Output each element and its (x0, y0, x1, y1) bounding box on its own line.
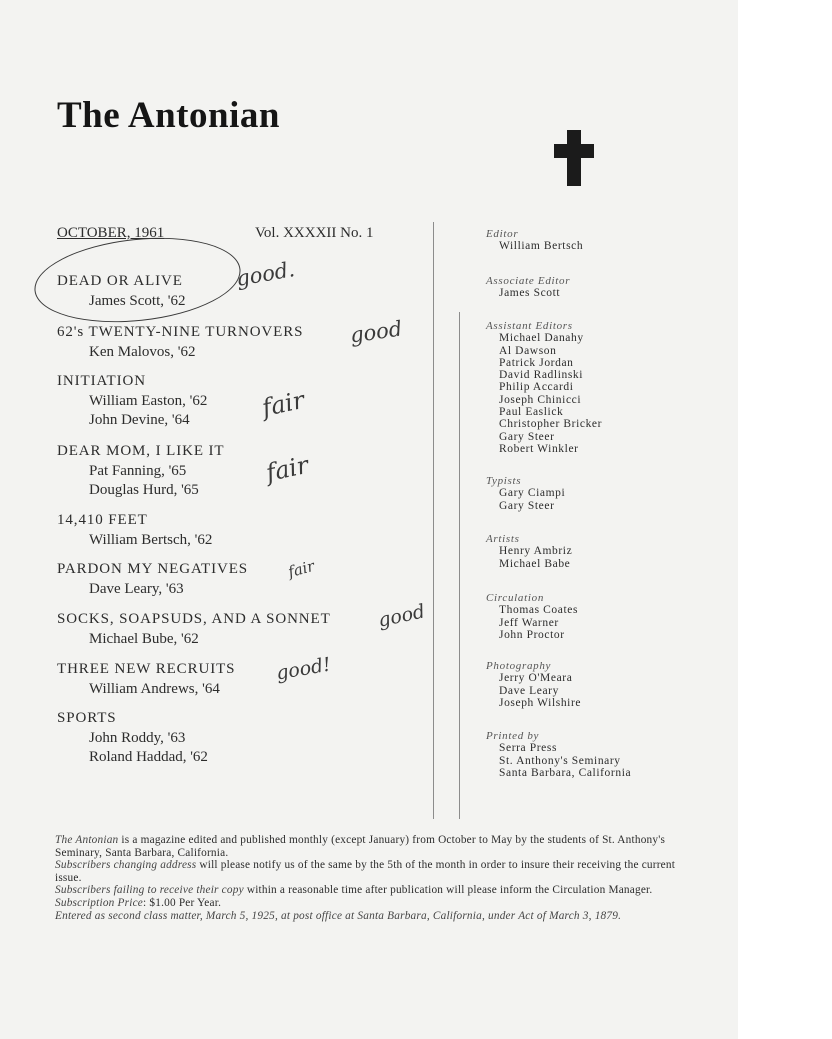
staff-name: Henry Ambriz (499, 545, 573, 558)
staff-name: Philip Accardi (499, 381, 574, 394)
publication-info (55, 834, 680, 922)
handwritten-note: good (376, 600, 427, 632)
toc-title: SOCKS, SOAPSUDS, AND A SONNET (57, 611, 331, 627)
staff-name: James Scott (499, 287, 561, 300)
toc-title: DEAR MOM, I LIKE IT (57, 443, 225, 459)
toc-title: PARDON MY NEGATIVES (57, 561, 249, 577)
staff-name: John Proctor (499, 628, 565, 641)
staff-name: Patrick Jordan (499, 356, 574, 369)
staff-role: Circulation (486, 592, 545, 604)
handwritten-note: fair (286, 556, 317, 582)
toc-entry (57, 372, 207, 431)
mailing-entry-notice: Entered as second class matter, March 5, 1925, at post office at Santa Barbara, California, under Act of March 3, 1879. (55, 909, 622, 922)
issue-volume: Vol. XXXXII No. 1 (255, 225, 374, 241)
handwritten-note: good (348, 316, 404, 348)
toc-title: THREE NEW RECRUITS (57, 661, 236, 677)
toc-title: 14,410 FEET (57, 512, 148, 528)
staff-group (486, 730, 631, 779)
toc-author: James Scott, '62 (89, 292, 186, 309)
cross-icon (554, 130, 594, 186)
staff-group (486, 592, 578, 641)
column-divider (459, 312, 460, 819)
toc-entry (57, 560, 248, 599)
handwritten-note: fair (263, 450, 311, 488)
handwritten-note: good. (234, 257, 297, 291)
toc-author: Roland Haddad, '62 (89, 749, 208, 766)
issue-date: OCTOBER, 1961 (57, 225, 165, 241)
staff-role: Printed by (486, 730, 540, 742)
staff-name: Joseph Wilshire (499, 696, 582, 709)
staff-role: Associate Editor (486, 275, 571, 287)
staff-name: Michael Danahy (499, 332, 584, 345)
staff-name: David Radlinski (499, 369, 584, 382)
staff-name: Dave Leary (499, 684, 559, 697)
toc-author: Michael Bube, '62 (89, 630, 199, 647)
staff-name: Gary Ciampi (499, 487, 566, 500)
toc-author: Pat Fanning, '65 (89, 462, 187, 479)
staff-name: Gary Steer (499, 430, 555, 443)
toc-entry (57, 323, 303, 362)
toc-author: Douglas Hurd, '65 (89, 482, 199, 499)
toc-title: DEAD OR ALIVE (57, 273, 183, 289)
publication-statement: The Antonian is a magazine edited and published monthly (except January) from October to May by the students of St. Anthony's Seminary, Santa Barbara, California. (55, 834, 666, 859)
column-divider (433, 222, 434, 819)
page-title: The Antonian (57, 95, 280, 136)
toc-entry (57, 442, 225, 501)
staff-name: St. Anthony's Seminary (499, 754, 621, 767)
staff-group (486, 275, 570, 300)
staff-name: Joseph Chinicci (499, 393, 582, 406)
staff-name: William Bertsch (499, 240, 584, 253)
staff-role: Photography (486, 660, 552, 672)
toc-author: William Andrews, '64 (89, 680, 220, 697)
staff-name: Gary Steer (499, 499, 555, 512)
handwritten-note: fair (259, 385, 307, 423)
staff-group (486, 320, 602, 455)
toc-author: William Easton, '62 (89, 392, 208, 409)
toc-entry (57, 610, 331, 649)
staff-role: Editor (486, 228, 519, 240)
staff-name: Santa Barbara, California (499, 766, 632, 779)
toc-author: William Bertsch, '62 (89, 531, 213, 548)
staff-name: Jeff Warner (499, 616, 559, 629)
toc-entry (57, 709, 208, 768)
toc-entry (57, 511, 212, 550)
staff-group (486, 228, 583, 253)
toc-author: Dave Leary, '63 (89, 580, 184, 597)
toc-author: Ken Malovos, '62 (89, 343, 196, 360)
staff-name: Michael Babe (499, 557, 571, 570)
staff-name: Serra Press (499, 742, 558, 755)
handwritten-note: good! (274, 653, 333, 685)
subscription-price: Subscription Price: $1.00 Per Year. (55, 896, 222, 909)
toc-entry (57, 272, 185, 311)
staff-name: Al Dawson (499, 344, 557, 357)
address-change-notice: Subscribers changing address will please notify us of the same by the 5th of the month in order to insure their receiving the current issue. (55, 859, 676, 884)
staff-name: Thomas Coates (499, 604, 579, 617)
toc-author: John Roddy, '63 (89, 729, 186, 746)
toc-title: SPORTS (57, 710, 117, 726)
staff-name: Robert Winkler (499, 442, 579, 455)
toc-title: 62's TWENTY-NINE TURNOVERS (57, 324, 304, 340)
toc-title: INITIATION (57, 373, 146, 389)
staff-group (486, 475, 565, 512)
staff-name: Paul Easlick (499, 406, 564, 419)
staff-name: Christopher Bricker (499, 418, 603, 431)
staff-role: Typists (486, 475, 522, 487)
staff-role: Artists (486, 533, 520, 545)
staff-group (486, 533, 572, 570)
staff-group (486, 660, 581, 709)
toc-entry (57, 660, 235, 699)
staff-name: Jerry O'Meara (499, 672, 573, 685)
staff-role: Assistant Editors (486, 320, 573, 332)
toc-author: John Devine, '64 (89, 412, 190, 429)
delivery-notice: Subscribers failing to receive their copy within a reasonable time after publication will please inform the Circulation Manager. (55, 884, 653, 897)
